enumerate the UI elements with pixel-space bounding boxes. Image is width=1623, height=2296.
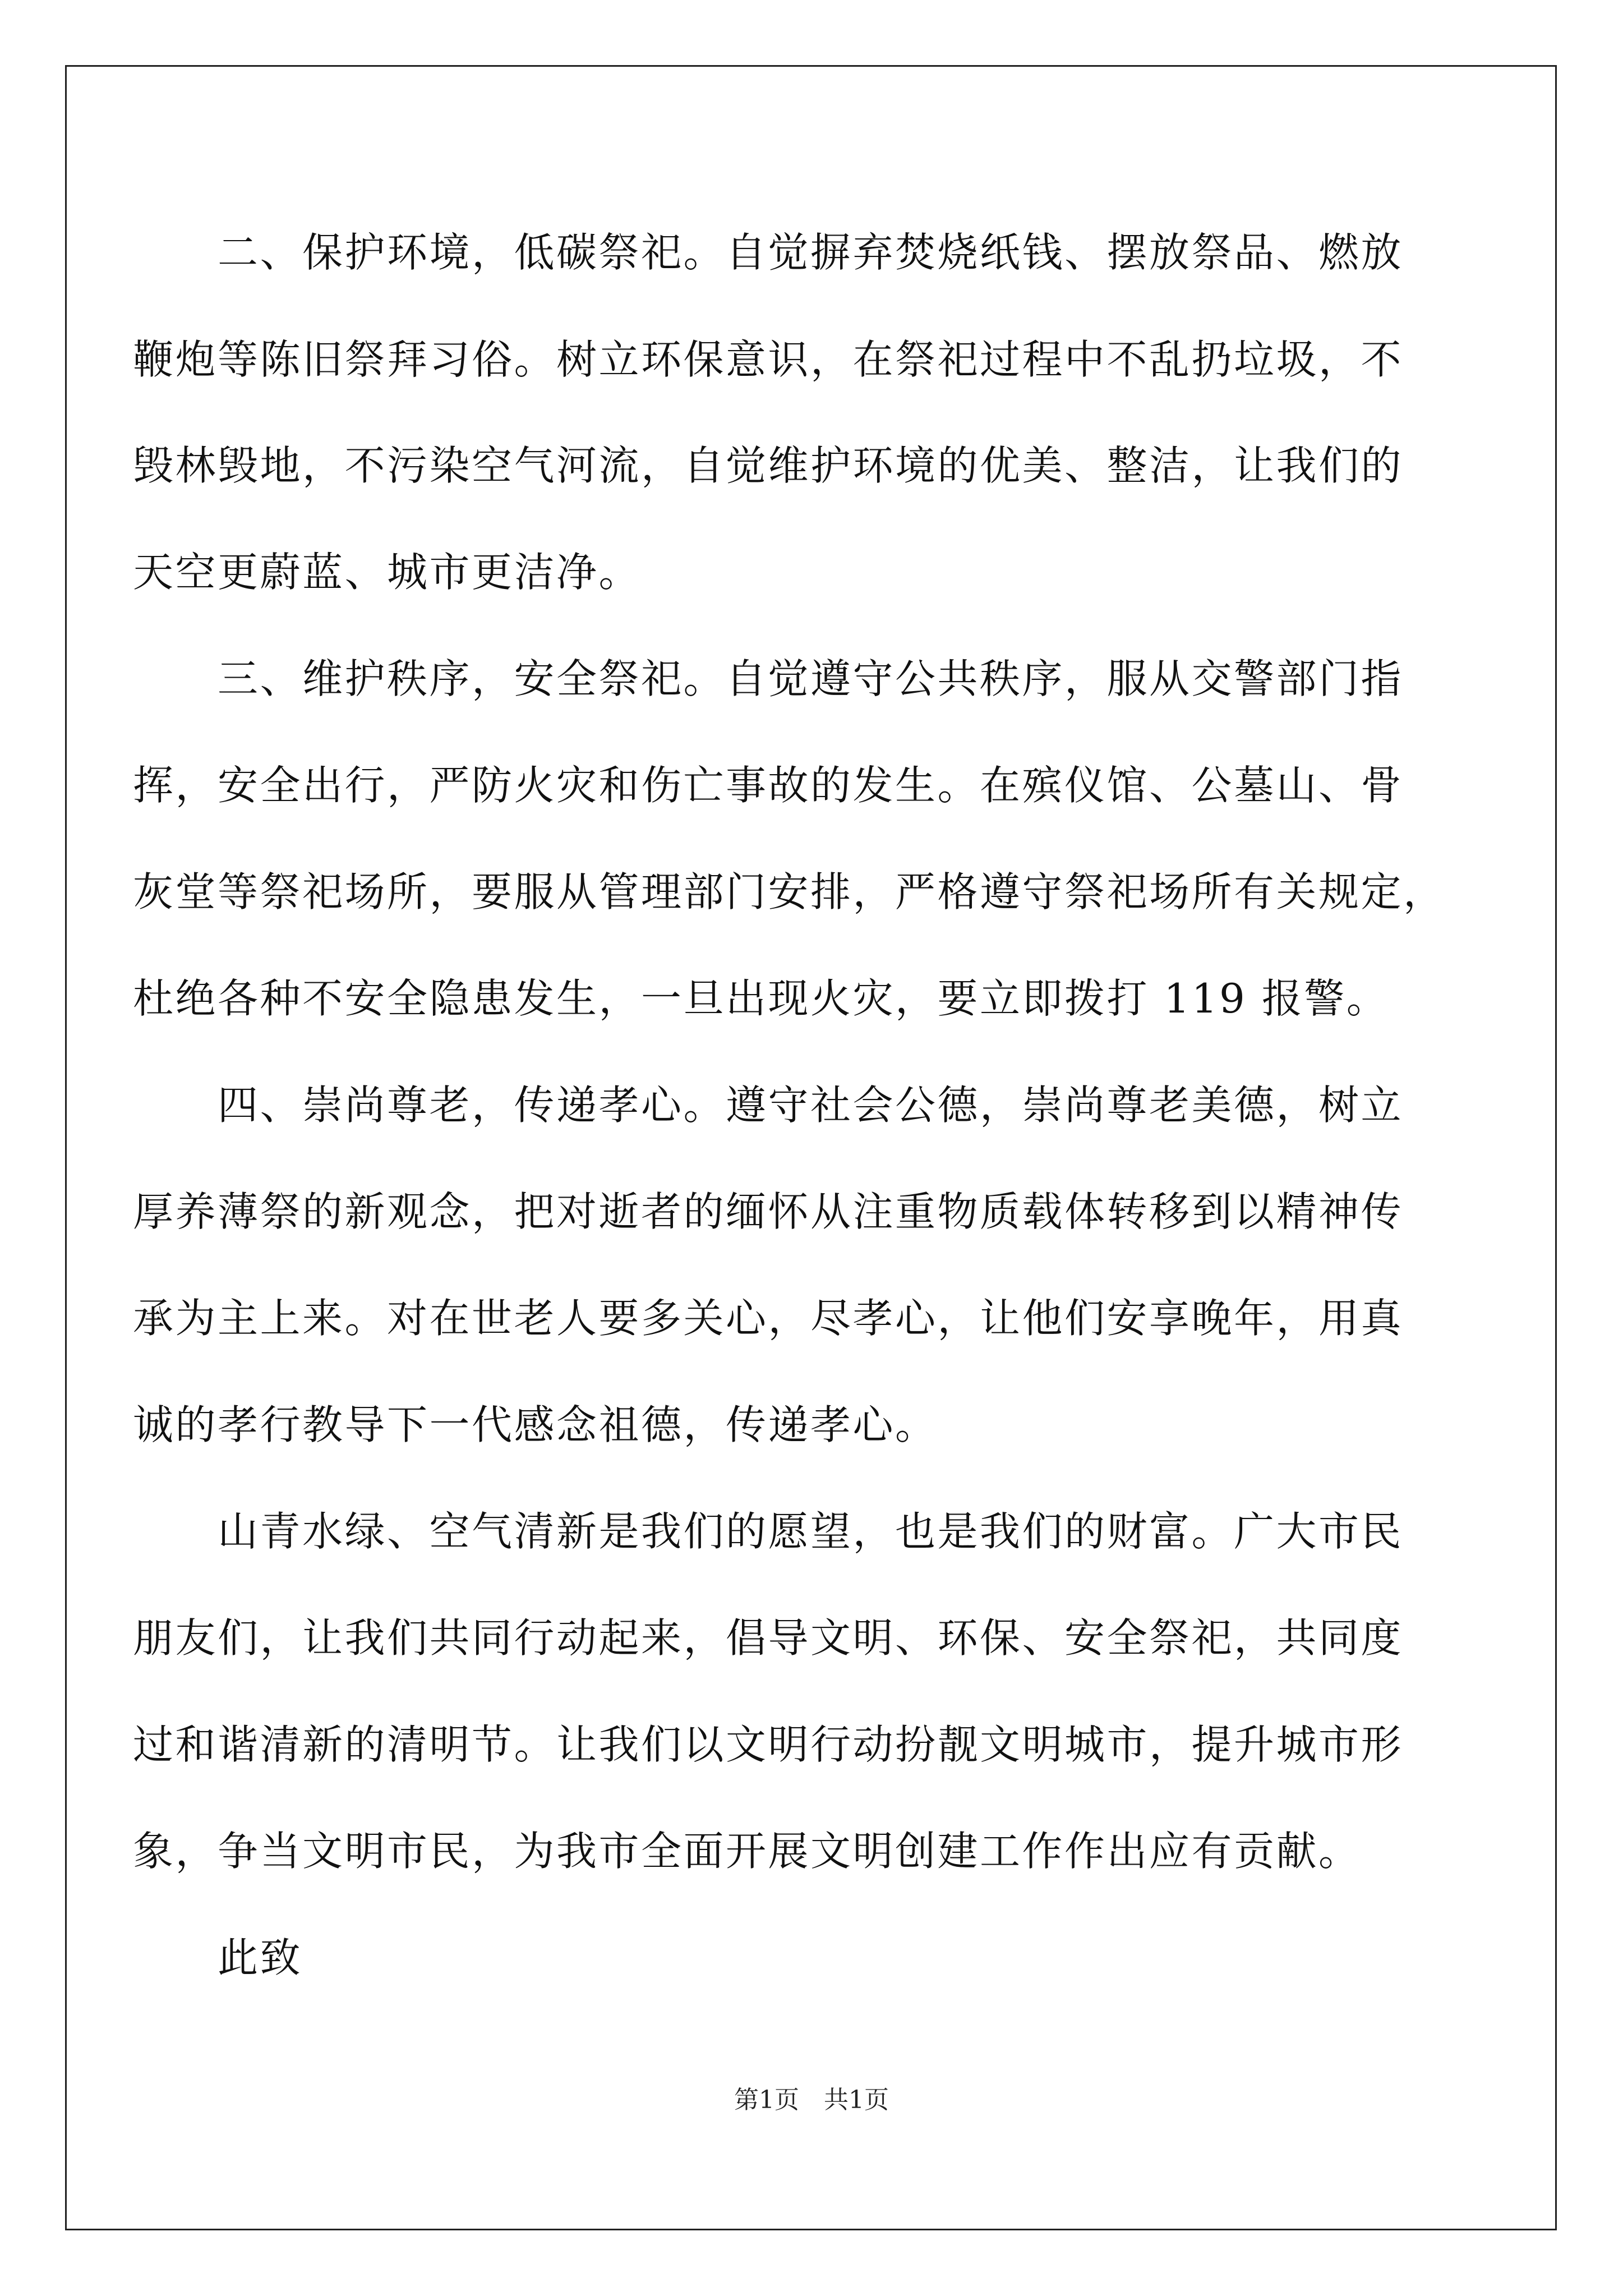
page-footer <box>0 2085 1623 2116</box>
text-line: 灰堂等祭祀场所，要服从管理部门安排，严格遵守祭祀场所有关规定， <box>133 868 1446 915</box>
text-line: 鞭炮等陈旧祭拜习俗。树立环保意识，在祭祀过程中不乱扔垃圾，不 <box>133 336 1404 383</box>
page-border <box>65 65 1557 2230</box>
text-line: 承为主上来。对在世老人要多关心，尽孝心，让他们安享晚年，用真 <box>133 1295 1404 1342</box>
text-line: 毁林毁地，不污染空气河流，自觉维护环境的优美、整洁，让我们的 <box>133 442 1404 489</box>
text-line: 此致 <box>133 1934 303 1981</box>
text-line: 过和谐清新的清明节。让我们以文明行动扮靓文明城市，提升城市形 <box>133 1721 1404 1768</box>
text-line: 三、维护秩序，安全祭祀。自觉遵守公共秩序，服从交警部门指 <box>133 655 1404 702</box>
text-line: 象，争当文明市民，为我市全面开展文明创建工作作出应有贡献。 <box>133 1828 1361 1875</box>
page-number: 第1页 共1页 <box>734 2086 889 2114</box>
text-line: 朋友们，让我们共同行动起来，倡导文明、环保、安全祭祀，共同度 <box>133 1614 1404 1662</box>
text-line: 挥，安全出行，严防火灾和伤亡事故的发生。在殡仪馆、公墓山、骨 <box>133 762 1404 809</box>
text-line: 天空更蔚蓝、城市更洁净。 <box>133 549 642 596</box>
text-line: 诚的孝行教导下一代感念祖德，传递孝心。 <box>133 1401 938 1448</box>
text-line: 杜绝各种不安全隐患发生，一旦出现火灾，要立即拨打 119 报警。 <box>133 975 1389 1022</box>
text-line: 四、崇尚尊老，传递孝心。遵守社会公德，崇尚尊老美德，树立 <box>133 1082 1404 1129</box>
text-line: 二、保护环境，低碳祭祀。自觉摒弃焚烧纸钱、摆放祭品、燃放 <box>133 229 1404 276</box>
text-line: 山青水绿、空气清新是我们的愿望，也是我们的财富。广大市民 <box>133 1508 1404 1555</box>
text-line: 厚养薄祭的新观念，把对逝者的缅怀从注重物质载体转移到以精神传 <box>133 1188 1404 1235</box>
